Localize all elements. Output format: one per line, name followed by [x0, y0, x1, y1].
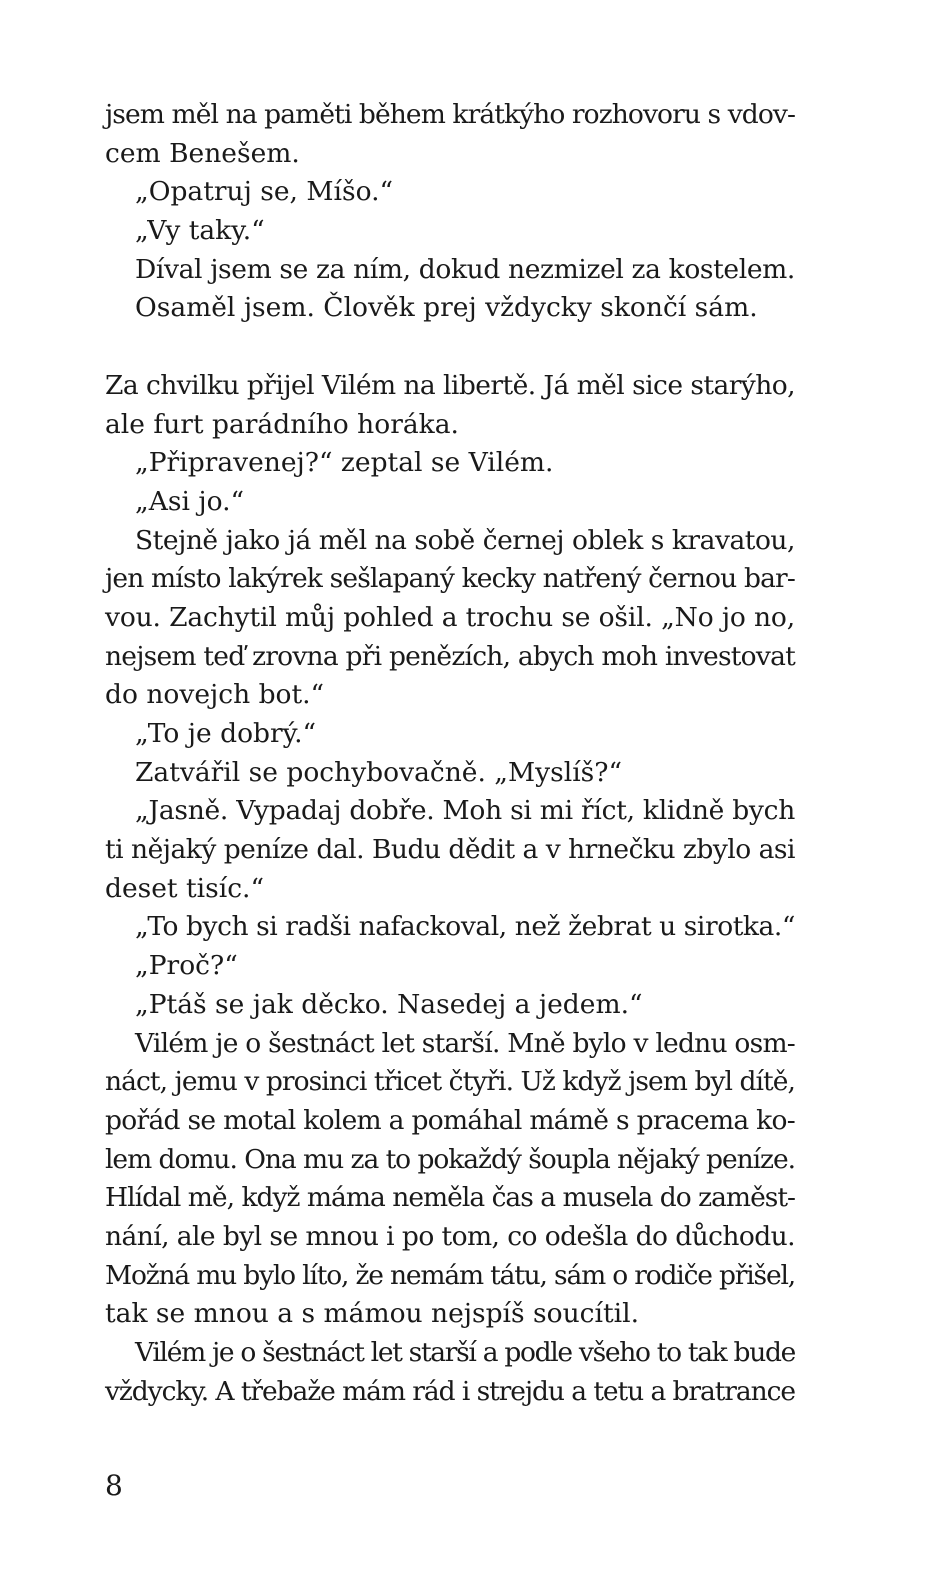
text-line: Díval jsem se za ním, dokud nezmizel za kostelem.: [135, 253, 795, 285]
text-line: pořád se motal kolem a pomáhal mámě s pracema ko-: [105, 1104, 795, 1136]
text-line: Vilém je o šestnáct let starší a podle všeho to tak bude: [135, 1337, 795, 1368]
text-line: „To bych si radši nafackoval, než žebrat u sirotka.“: [135, 911, 795, 943]
text-line: Osaměl jsem. Člověk prej vždycky skončí sám.: [135, 292, 758, 324]
text-line: „Ptáš se jak děcko. Nasedej a jedem.“: [135, 988, 643, 1020]
text-line: vždycky. A třebaže mám rád i strejdu a tetu a bratrance: [105, 1375, 795, 1407]
text-line: Možná mu bylo líto, že nemám tátu, sám o rodiče přišel,: [105, 1259, 795, 1291]
text-line: Stejně jako já měl na sobě černej oblek s kravatou,: [135, 524, 795, 556]
text-line: „Opatruj se, Míšo.“: [135, 176, 394, 208]
text-line: ale furt parádního horáka.: [105, 408, 459, 440]
text-line: Zatvářil se pochybovačně. „Myslíš?“: [135, 756, 623, 788]
text-line: do novejch bot.“: [105, 679, 325, 711]
text-line: tak se mnou a s mámou nejspíš soucítil.: [105, 1298, 640, 1330]
text-line: „Jasně. Vypadaj dobře. Moh si mi říct, klidně bych: [135, 795, 795, 827]
section-break: [105, 328, 795, 367]
text-line: „Proč?“: [135, 950, 238, 982]
text-line: lem domu. Ona mu za to pokaždý šoupla nějaký peníze.: [105, 1143, 795, 1175]
page-number: 8: [105, 1469, 123, 1502]
text-line: nejsem teď zrovna při penězích, abych moh investovat: [105, 640, 795, 672]
text-line: „Vy taky.“: [135, 215, 265, 247]
text-line: „Připravenej?“ zeptal se Vilém.: [135, 447, 554, 479]
text-line: Hlídal mě, když máma neměla čas a musela do zaměst-: [105, 1182, 795, 1214]
text-line: „Asi jo.“: [135, 485, 245, 517]
text-line: náct, jemu v prosinci třicet čtyři. Už když jsem byl dítě,: [105, 1066, 795, 1098]
text-line: jen místo lakýrek sešlapaný kecky natřený černou bar-: [105, 563, 795, 595]
text-line: Vilém je o šestnáct let starší. Mně bylo v lednu osm-: [135, 1027, 795, 1059]
text-line: vou. Zachytil můj pohled a trochu se ošil. „No jo no,: [105, 601, 795, 633]
text-line: cem Benešem.: [105, 137, 300, 169]
text-line: Za chvilku přijel Vilém na libertě. Já měl sice starýho,: [105, 369, 795, 401]
text-line: jsem měl na paměti během krátkýho rozhovoru s vdov-: [105, 99, 795, 130]
text-line: „To je dobrý.“: [135, 718, 317, 749]
text-line: deset tisíc.“: [105, 872, 265, 904]
text-line: nání, ale byl se mnou i po tom, co odešla do důchodu.: [105, 1220, 795, 1252]
text-line: ti nějaký peníze dal. Budu dědit a v hrnečku zbylo asi: [105, 834, 795, 866]
body-text: [105, 96, 795, 1411]
